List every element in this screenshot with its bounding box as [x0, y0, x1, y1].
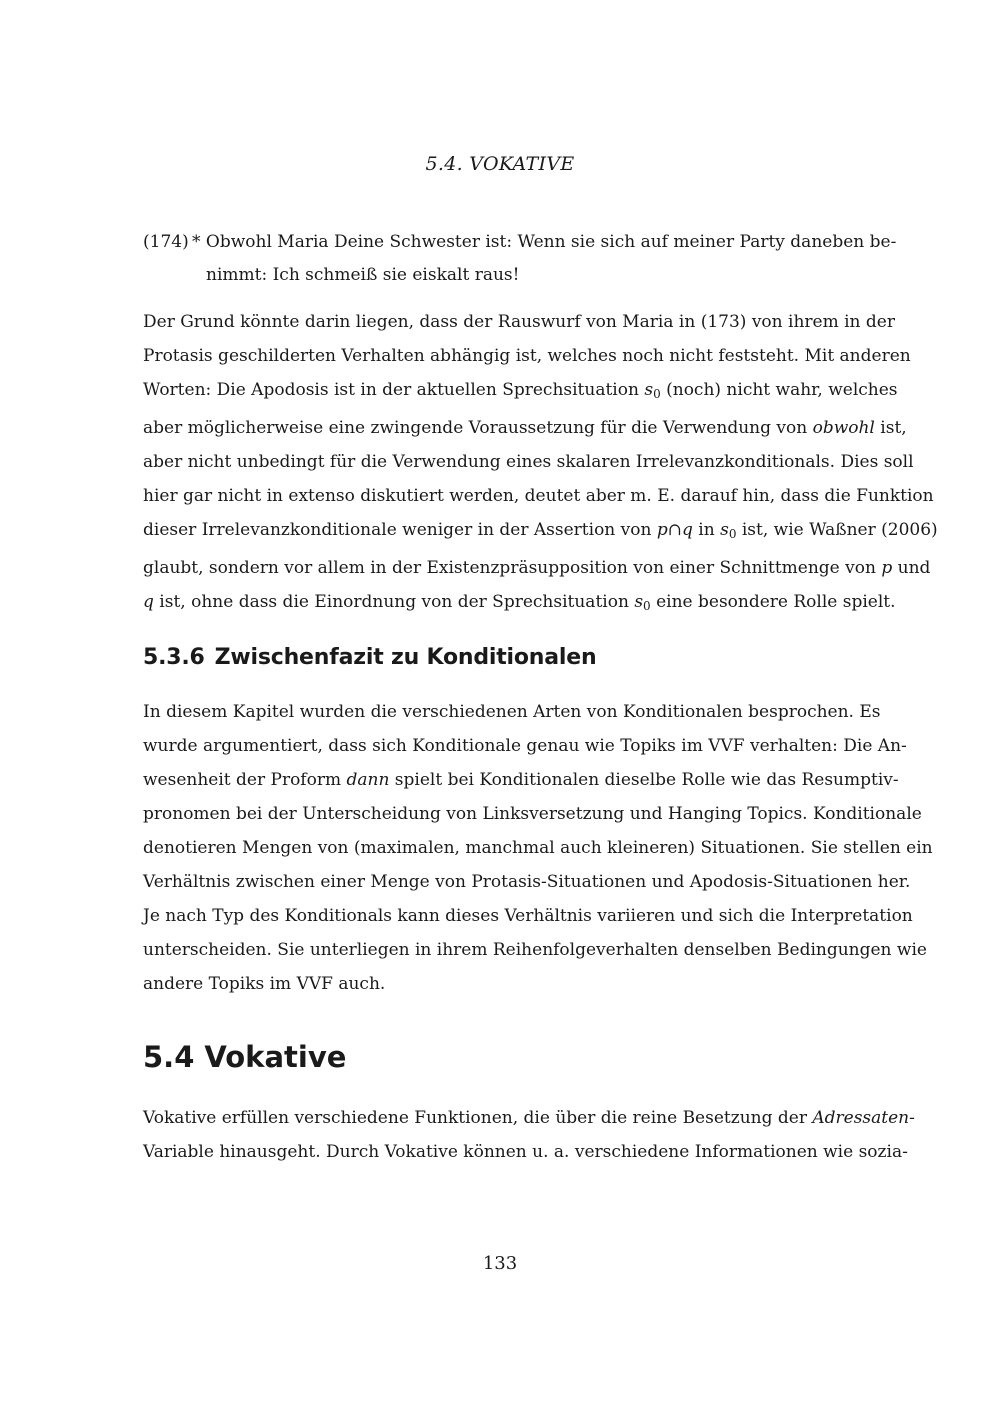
- text-line: In diesem Kapitel wurden die verschiedenen Arten von Konditionalen besprochen. Es: [143, 702, 881, 722]
- text-line: aber nicht unbedingt für die Verwendung eines skalaren Irrelevanzkonditionals. Dies soll: [143, 452, 914, 472]
- section-heading-5-3-6: [143, 645, 596, 670]
- text-line: glaubt, sondern vor allem in der Existenzpräsupposition von einer Schnittmenge von p und: [143, 558, 931, 578]
- text-line: Protasis geschilderten Verhalten abhängig ist, welches noch nicht feststeht. Mit anderen: [143, 346, 911, 366]
- running-head: 5.4. VOKATIVE: [425, 153, 575, 175]
- emphasis: dann: [346, 770, 390, 790]
- example-174: [143, 226, 897, 292]
- math-subscript: 0: [643, 599, 651, 613]
- emphasis: Adressaten-: [812, 1108, 915, 1128]
- math-expression: p∩q: [656, 520, 693, 540]
- text-line: Je nach Typ des Konditionals kann dieses Verhältnis variieren und sich die Interpretation: [143, 906, 913, 926]
- section-heading-5-4: [143, 1040, 346, 1074]
- text-line: Vokative erfüllen verschiedene Funktionen, die über die reine Besetzung der Adressaten-: [143, 1108, 915, 1128]
- example-line: * Obwohl Maria Deine Schwester ist: Wenn sie sich auf meiner Party daneben be-: [192, 232, 897, 252]
- text-line: Variable hinausgeht. Durch Vokative können u. a. verschiedene Informationen wie sozia-: [143, 1142, 908, 1162]
- text-line: wesenheit der Proform dann spielt bei Konditionalen dieselbe Rolle wie das Resumptiv-: [143, 770, 899, 790]
- math-variable: p: [881, 558, 893, 578]
- math-variable: s: [720, 520, 729, 540]
- example-number: (174): [143, 232, 189, 252]
- text-line: Der Grund könnte darin liegen, dass der Rauswurf von Maria in (173) von ihrem in der: [143, 312, 895, 332]
- example-line: nimmt: Ich schmeiß sie eiskalt raus!: [206, 265, 520, 285]
- math-variable: s: [634, 592, 644, 612]
- text-line: Worten: Die Apodosis ist in der aktuellen Sprechsituation $s_0$ (noch) nicht wahr, welches: [143, 380, 898, 401]
- text-line: Verhältnis zwischen einer Menge von Protasis-Situationen und Apodosis-Situationen her.: [143, 872, 911, 892]
- text-line: wurde argumentiert, dass sich Konditionale genau wie Topiks im VVF verhalten: Die An-: [143, 736, 907, 756]
- math-subscript: 0: [728, 527, 737, 541]
- text-line: denotieren Mengen von (maximalen, manchmal auch kleineren) Situationen. Sie stellen ein: [143, 838, 933, 858]
- paragraph-1: [143, 305, 938, 623]
- text-line: hier gar nicht in extenso diskutiert werden, deutet aber m. E. darauf hin, dass die Funktion: [143, 486, 934, 506]
- math-variable: q: [143, 592, 154, 612]
- text-line: q ist, ohne dass die Einordnung von der Sprechsituation $s_0$ eine besondere Rolle spielt.: [143, 592, 896, 613]
- text-line: unterscheiden. Sie unterliegen in ihrem Reihenfolgeverhalten denselben Bedingungen wie: [143, 940, 927, 960]
- section-number: 5.3.6: [143, 645, 205, 670]
- example-text: [192, 226, 897, 292]
- text-line: aber möglicherweise eine zwingende Voraussetzung für die Verwendung von obwohl ist,: [143, 418, 907, 438]
- paragraph-2: [143, 695, 933, 1001]
- section-number: 5.4: [143, 1040, 195, 1074]
- math-subscript: 0: [653, 387, 661, 401]
- text-line: pronomen bei der Unterscheidung von Linksversetzung und Hanging Topics. Konditionale: [143, 804, 922, 824]
- section-title: Vokative: [204, 1040, 347, 1074]
- text-line: andere Topiks im VVF auch.: [143, 974, 386, 994]
- math-variable: s: [644, 380, 654, 400]
- paragraph-3: [143, 1101, 915, 1169]
- section-title: Zwischenfazit zu Konditionalen: [214, 645, 597, 670]
- page-number: 133: [482, 1253, 518, 1274]
- emphasis: obwohl: [812, 418, 875, 438]
- text-line: dieser Irrelevanzkonditionale weniger in der Assertion von p∩q in $s_0$ ist, wie Waßner (2006): [143, 520, 938, 541]
